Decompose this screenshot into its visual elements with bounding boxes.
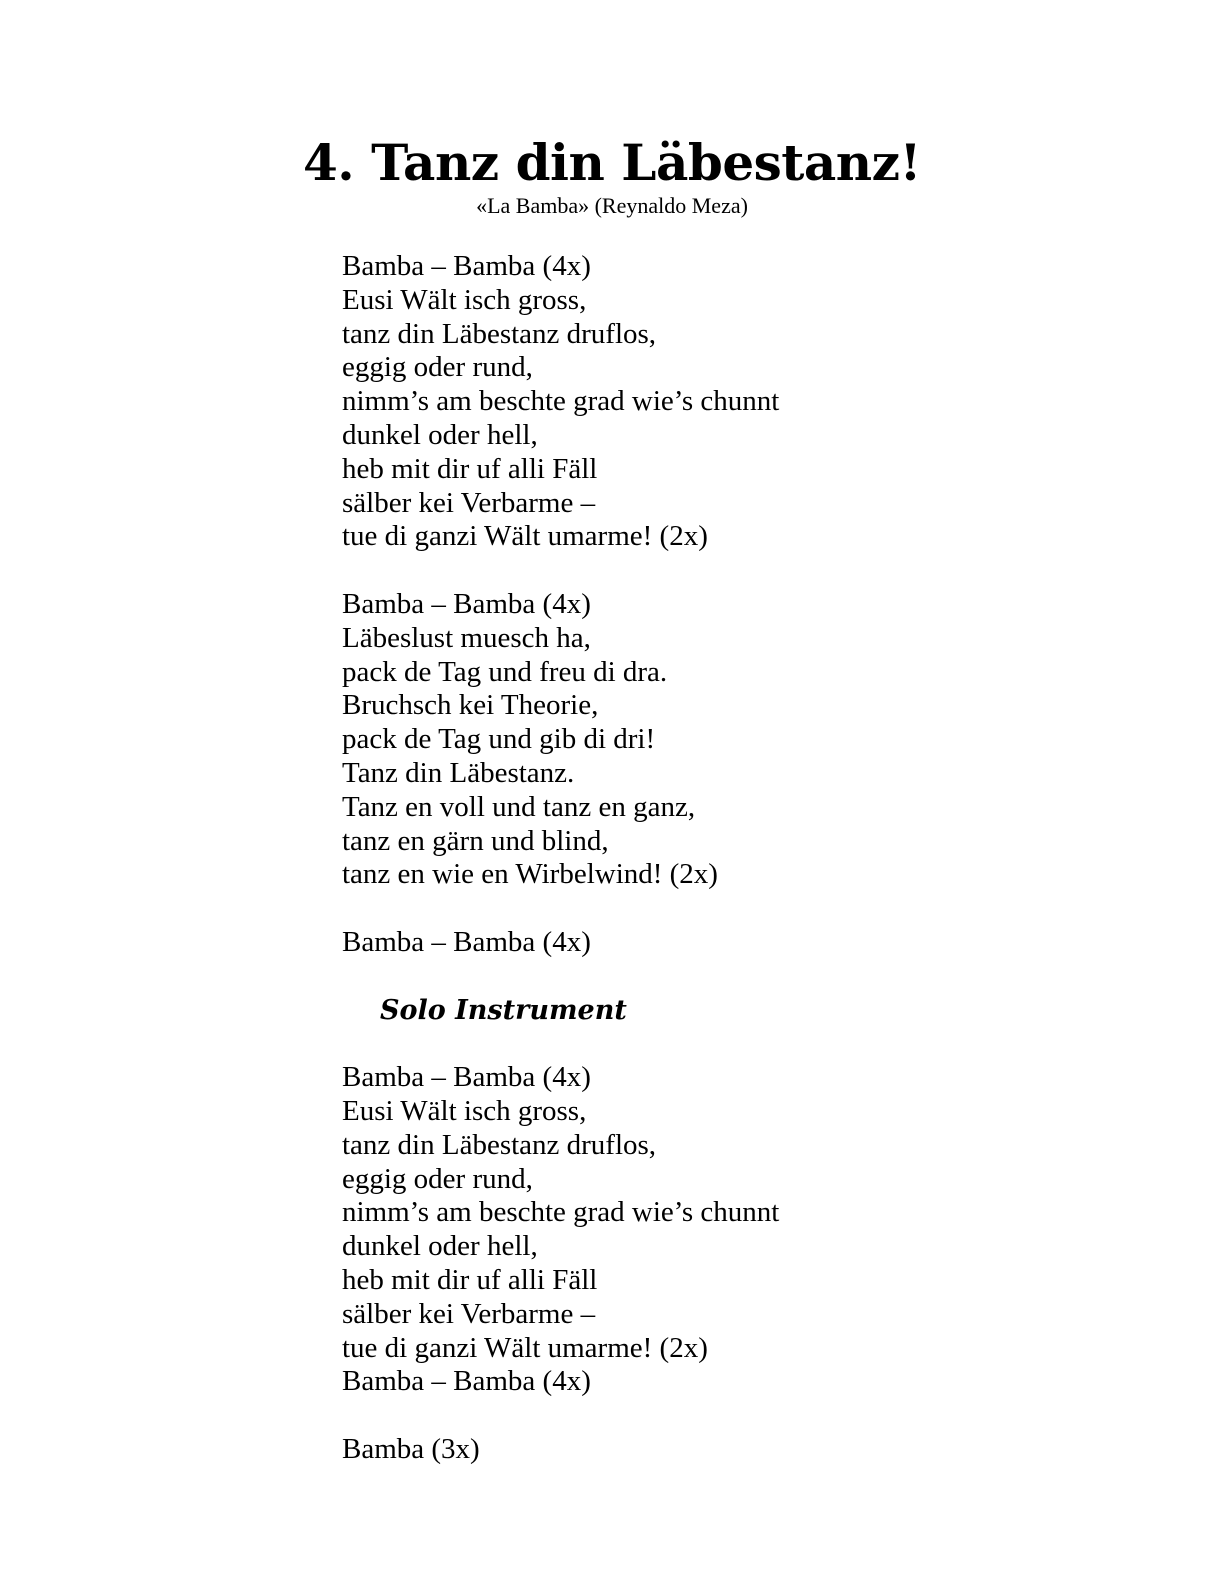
- lyric-line: tue di ganzi Wält umarme! (2x): [342, 520, 708, 553]
- verse-1: [342, 250, 1162, 554]
- solo-heading: Solo Instrument: [380, 994, 627, 1026]
- song-subtitle: «La Bamba» (Reynaldo Meza): [476, 193, 748, 218]
- song-title: 4. Tanz din Läbestanz!: [303, 133, 921, 192]
- lyric-line: Bamba – Bamba (4x): [342, 587, 591, 620]
- lyric-line: Bruchsch kei Theorie,: [342, 689, 599, 722]
- lyric-line: pack de Tag und gib di dri!: [342, 723, 656, 756]
- stanza-gap: [342, 960, 1162, 994]
- lyric-line: tanz en wie en Wirbelwind! (2x): [342, 858, 718, 891]
- lyric-line: Bamba – Bamba (4x): [342, 1365, 591, 1398]
- lyric-line: eggig oder rund,: [342, 351, 533, 384]
- lyric-line: nimm’s am beschte grad wie’s chunnt: [342, 1196, 780, 1229]
- outro-line: Bamba (3x): [342, 1432, 480, 1465]
- lyrics: [342, 250, 1162, 1467]
- verse-3: [342, 1061, 1162, 1399]
- lyric-line: heb mit dir uf alli Fäll: [342, 1263, 598, 1296]
- interlude-line: Bamba – Bamba (4x): [342, 925, 591, 958]
- lyric-line: tanz din Läbestanz druflos,: [342, 1128, 657, 1161]
- stanza-gap: [342, 554, 1162, 588]
- lyric-line: dunkel oder hell,: [342, 1230, 538, 1263]
- lyric-line: tanz en gärn und blind,: [342, 824, 609, 857]
- lyric-line: tue di ganzi Wält umarme! (2x): [342, 1331, 708, 1364]
- stanza-gap: [342, 1027, 1162, 1061]
- lyric-line: Läbeslust muesch ha,: [342, 621, 591, 654]
- lyric-line: Tanz din Läbestanz.: [342, 756, 575, 789]
- lyric-line: Eusi Wält isch gross,: [342, 1094, 587, 1127]
- stanza-gap: [342, 1399, 1162, 1433]
- lyric-line: nimm’s am beschte grad wie’s chunnt: [342, 385, 780, 418]
- lyric-line: Bamba – Bamba (4x): [342, 250, 591, 282]
- lyric-line: tanz din Läbestanz druflos,: [342, 317, 657, 350]
- lyric-line: Tanz en voll und tanz en ganz,: [342, 790, 696, 823]
- lyric-line: eggig oder rund,: [342, 1162, 533, 1195]
- lyric-line: Bamba – Bamba (4x): [342, 1061, 591, 1094]
- lyric-line: pack de Tag und freu di dra.: [342, 655, 668, 688]
- lyric-line: heb mit dir uf alli Fäll: [342, 452, 598, 485]
- stanza-gap: [342, 892, 1162, 926]
- lyric-line: Eusi Wält isch gross,: [342, 283, 587, 316]
- verse-2: [342, 588, 1162, 892]
- lyric-line: sälber kei Verbarme –: [342, 1297, 596, 1330]
- lyric-line: sälber kei Verbarme –: [342, 486, 596, 519]
- lyric-line: dunkel oder hell,: [342, 418, 538, 451]
